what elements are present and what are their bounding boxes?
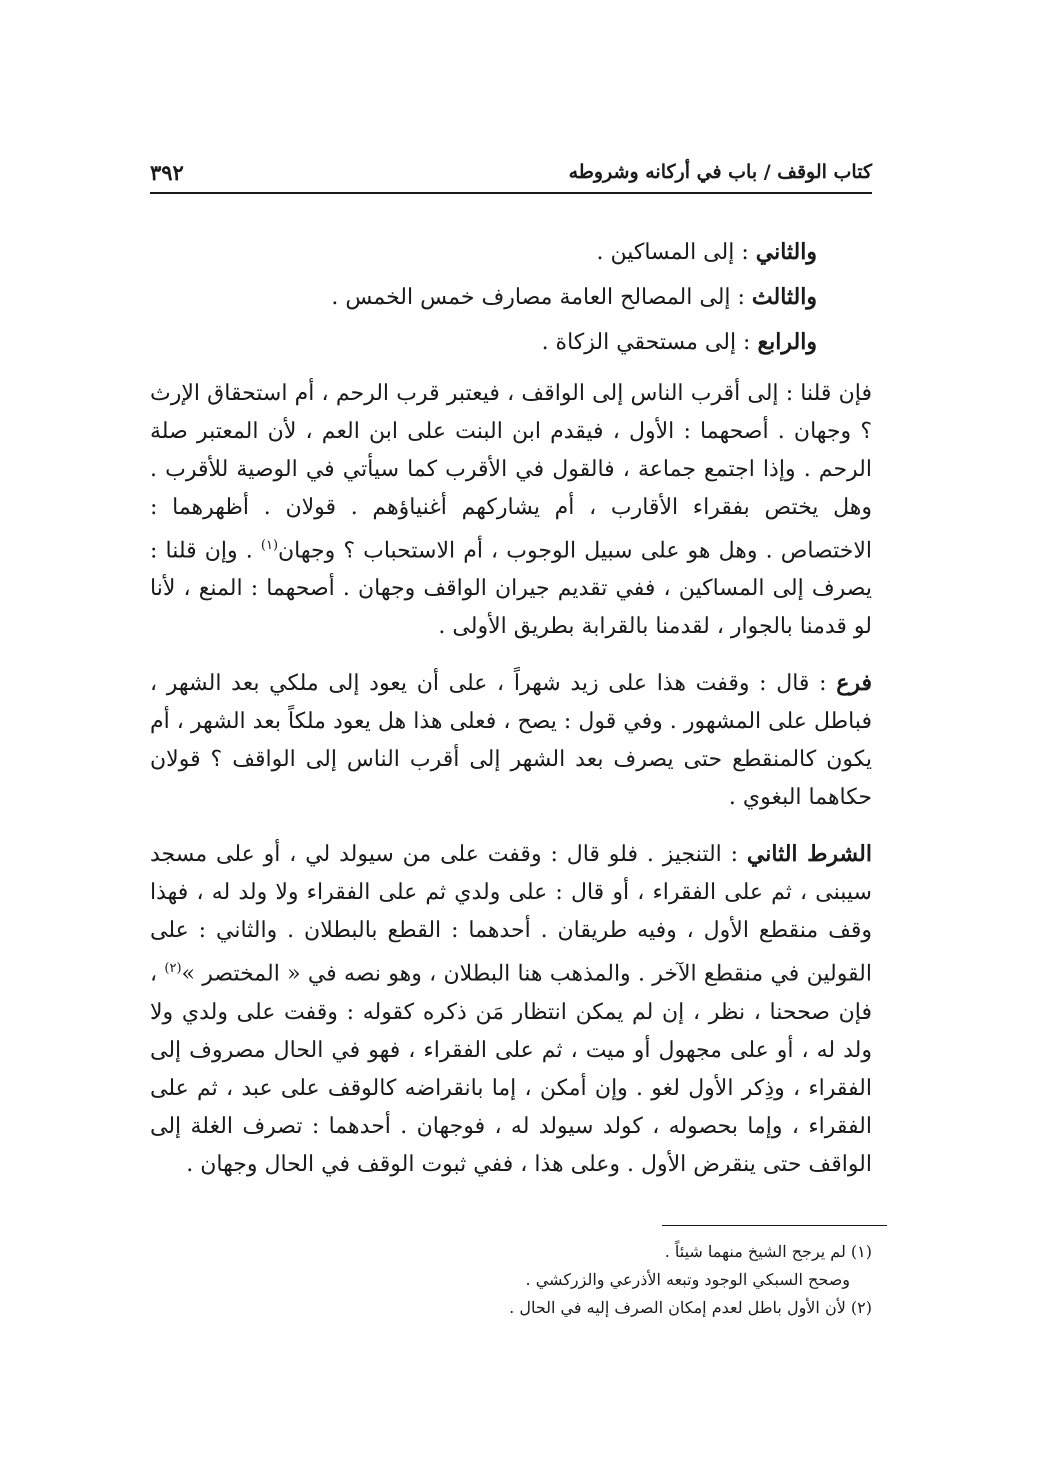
footnote-ref-1[interactable]: (١) — [260, 538, 279, 553]
main-text — [150, 230, 872, 1184]
paragraph-text: . وإن قلنا : يصرف إلى المساكين ، ففي تقديم جيران الواقف وجهان . أصحهما : المنع ، لأنا لو قدمنا بالجوار ، لقدمنا بالقرابة بطريق الأولى . — [150, 538, 872, 640]
paragraph-branch — [150, 664, 872, 817]
page-number: ٣٩٢ — [150, 159, 184, 185]
paragraph-condition — [150, 835, 872, 1183]
list-text: : إلى المساكين . — [596, 240, 756, 265]
list-label: والثالث — [751, 284, 817, 310]
footnote-ref-2[interactable]: (٢) — [164, 961, 182, 977]
list-text: : إلى مستحقي الزكاة . — [541, 330, 758, 355]
paragraph-text: فإن قلنا : إلى أقرب الناس إلى الواقف ، فيعتبر قرب الرحم ، أم استحقاق الإرث ؟ وجهان . أصحهما : الأول ، فيقدم ابن البنت على ابن العم ، لأن المعتبر صلة الرحم . وإذا اجتمع جماعة ، فالقول في الأقرب كما سيأتي في الوصية للأقرب . وهل يختص بفقراء الأقارب ، أم يشاركهم أغنياؤهم . قولان . أظهرهما : الاختصاص . وهل هو على سبيل الوجوب ، أم الاستحباب ؟ وجهان — [150, 381, 872, 564]
paragraph-1 — [150, 375, 872, 646]
footnote-1-continuation: وصحح السبكي الوجود وتبعه الأذرعي والزركشي . — [525, 1270, 850, 1289]
list-item — [150, 275, 817, 320]
branch-label: فرع — [836, 670, 872, 697]
list-label: والثاني — [755, 239, 817, 265]
footnote-2: (٢) لأن الأول باطل لعدم إمكان الصرف إليه في الحال . — [509, 1298, 872, 1317]
list-item — [150, 230, 817, 275]
paragraph-text: : قال : وقفت هذا على زيد شهراً ، على أن يعود إلى ملكي بعد الشهر ، فباطل على المشهور . وفي قول : يصح ، فعلى هذا هل يعود ملكاً بعد الشهر ، أم يكون كالمنقطع حتى يصرف بعد الشهر إلى أقرب الناس إلى الواقف ؟ قولان حكاهما البغوي . — [150, 671, 872, 811]
paragraph-text: ، فإن صححنا ، نظر ، إن لم يمكن انتظار مَن ذكره كقوله : وقفت على ولدي ولا ولد له ، أو على مجهول أو ميت ، ثم على الفقراء ، فهو في الحال مصروف إلى الفقراء ، وذِكر الأول لغو . وإن أمكن ، إما بانقراضه كالوقف على عبد ، ثم على الفقراء ، وإما بحصوله ، كولد سيولد له ، فوجهان . أحدهما : تصرف الغلة إلى الواقف حتى ينقرض الأول . وعلى هذا ، ففي ثبوت الوقف في الحال وجهان . — [150, 961, 872, 1177]
condition-label: الشرط الثاني — [746, 841, 872, 868]
footnotes — [272, 1238, 872, 1322]
footnote-divider — [662, 1225, 887, 1226]
list-text: : إلى المصالح العامة مصارف خمس الخمس . — [331, 285, 752, 310]
footnote-1: (١) لم يرجح الشيخ منهما شيئاً . — [664, 1242, 872, 1261]
running-title: كتاب الوقف / باب في أركانه وشروطه — [568, 161, 872, 183]
page-header — [150, 152, 872, 194]
paragraph-text: : التنجيز . فلو قال : وقفت على من سيولد لي ، أو على مسجد سيبنى ، ثم على الفقراء ، أو قال : على ولدي ثم على الفقراء ولا ولد له ، فهذا وقف منقطع الأول ، وفيه طريقان . أحدهما : القطع بالبطلان . والثاني : على القولين في منقطع الآخر . والمذهب هنا البطلان ، وهو نصه في « المختصر » — [150, 842, 872, 987]
list-item — [150, 320, 817, 365]
list-label: والرابع — [757, 329, 817, 355]
